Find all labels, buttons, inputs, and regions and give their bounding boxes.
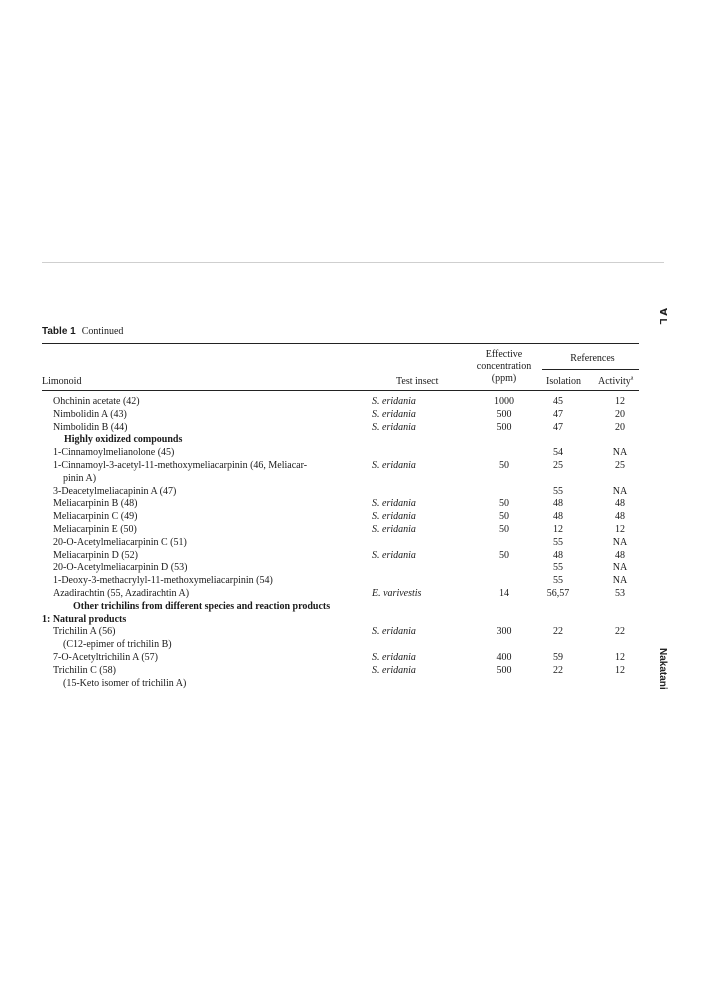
test-insect: S. eridania	[372, 421, 416, 433]
isolation-reference: 45	[553, 396, 563, 407]
table-row	[0, 511, 706, 524]
header-references: References	[570, 353, 615, 364]
limonoid-name-continuation: pinin A)	[63, 472, 97, 484]
isolation-reference: 22	[553, 626, 563, 638]
effective-concentration: 1000	[494, 396, 514, 407]
limonoid-name: Meliacarpinin C (49)	[53, 511, 138, 523]
header-conc-line1: Effective	[485, 349, 523, 360]
table-body	[0, 396, 706, 690]
limonoid-name: Ohchinin acetate (42)	[53, 396, 140, 407]
activity-reference: 12	[615, 664, 625, 676]
header-conc-line3: (ppm)	[491, 373, 517, 384]
table-row	[0, 562, 706, 575]
isolation-reference: 47	[553, 421, 563, 433]
isolation-reference: 55	[553, 536, 563, 548]
table-row	[0, 396, 706, 409]
effective-concentration: 400	[496, 651, 512, 663]
test-insect: E. varivestis	[372, 587, 422, 599]
table-row-continuation	[0, 473, 706, 486]
table-caption-text: Continued	[81, 326, 124, 337]
limonoid-name: 7-O-Acetyltrichilin A (57)	[53, 651, 158, 663]
effective-concentration: 14	[499, 587, 509, 599]
effective-concentration: 50	[499, 511, 509, 523]
table-caption	[42, 326, 123, 337]
limonoid-name: Trichilin C (58)	[53, 664, 116, 676]
activity-reference: 48	[615, 511, 625, 523]
test-insect: S. eridania	[372, 459, 416, 471]
header-conc-line2: concentration	[476, 361, 532, 372]
table-row	[0, 460, 706, 473]
activity-reference: NA	[612, 485, 628, 497]
activity-reference: 12	[615, 523, 625, 535]
effective-concentration: 500	[496, 421, 512, 433]
activity-reference: NA	[612, 447, 628, 459]
activity-reference: 22	[615, 626, 625, 638]
test-insect: S. eridania	[372, 651, 416, 663]
effective-concentration: 50	[499, 459, 509, 471]
table-row	[0, 575, 706, 588]
test-insect: S. eridania	[372, 626, 416, 638]
activity-reference: NA	[612, 562, 628, 574]
limonoid-name: Nimbolidin B (44)	[53, 421, 128, 433]
isolation-reference: 59	[553, 651, 563, 663]
isolation-reference: 48	[553, 498, 563, 510]
references-span-rule	[542, 369, 639, 370]
limonoid-name-continuation: (15-Keto isomer of trichilin A)	[63, 677, 187, 689]
test-insect: S. eridania	[372, 664, 416, 676]
activity-reference: 53	[615, 587, 625, 599]
header-test-insect: Test insect	[396, 376, 439, 387]
activity-reference: 20	[615, 408, 625, 420]
effective-concentration: 500	[496, 664, 512, 676]
limonoid-name: 1-Cinnamoyl-3-acetyl-11-methoxymeliacarpinin (46, Meliacar-	[53, 459, 308, 471]
table-row	[0, 588, 706, 601]
page-top-rule	[42, 262, 664, 263]
test-insect: S. eridania	[372, 396, 416, 407]
table-row	[0, 422, 706, 435]
isolation-reference: 48	[553, 511, 563, 523]
header-limonoid: Limonoid	[42, 376, 82, 387]
running-head-top: Ɐ L	[657, 308, 668, 325]
section-heading-row	[0, 434, 706, 447]
limonoid-name-continuation: (C12-epimer of trichilin B)	[63, 639, 172, 651]
limonoid-name: Nimbolidin A (43)	[53, 408, 127, 420]
limonoid-name: 3-Deacetylmeliacapinin A (47)	[53, 485, 177, 497]
limonoid-name: Meliacarpinin B (48)	[53, 498, 138, 510]
section-heading: Highly oxidized compounds	[64, 434, 183, 446]
limonoid-name: Trichilin A (56)	[53, 626, 116, 638]
table-top-rule	[42, 343, 639, 344]
table-row-continuation	[0, 678, 706, 691]
limonoid-name: 20-O-Acetylmeliacarpinin C (51)	[53, 536, 187, 548]
activity-reference: NA	[612, 536, 628, 548]
effective-concentration: 500	[496, 408, 512, 420]
limonoid-name: Azadirachtin (55, Azadirachtin A)	[53, 587, 190, 599]
activity-reference: 48	[615, 549, 625, 561]
limonoid-name: 1-Cinnamoylmelianolone (45)	[53, 447, 175, 459]
header-bottom-rule	[42, 390, 639, 391]
table-row	[0, 550, 706, 563]
isolation-reference: 56,57	[546, 587, 570, 599]
section-heading-row	[0, 614, 706, 627]
table-row	[0, 524, 706, 537]
activity-reference: 48	[615, 498, 625, 510]
limonoid-name: 1-Deoxy-3-methacrylyl-11-methoxymeliacarpinin (54)	[53, 575, 273, 587]
section-heading-row	[0, 601, 706, 614]
table-number: Table 1	[42, 326, 76, 337]
limonoid-name: Meliacarpinin D (52)	[53, 549, 138, 561]
activity-reference: 25	[615, 459, 625, 471]
activity-reference: 12	[615, 651, 625, 663]
table-row	[0, 537, 706, 550]
table-row	[0, 665, 706, 678]
table-row	[0, 626, 706, 639]
effective-concentration: 50	[499, 523, 509, 535]
table-row	[0, 409, 706, 422]
section-heading: 1: Natural products	[42, 613, 127, 625]
header-activity	[598, 376, 633, 388]
effective-concentration: 50	[499, 549, 509, 561]
isolation-reference: 55	[553, 485, 563, 497]
activity-reference: 20	[615, 421, 625, 433]
isolation-reference: 48	[553, 549, 563, 561]
table-row-continuation	[0, 639, 706, 652]
isolation-reference: 25	[553, 459, 563, 471]
limonoid-name: Meliacarpinin E (50)	[53, 523, 137, 535]
table-row	[0, 498, 706, 511]
running-head-author: Nakatani	[657, 648, 668, 690]
isolation-reference: 22	[553, 664, 563, 676]
isolation-reference: 55	[553, 562, 563, 574]
isolation-reference: 47	[553, 408, 563, 420]
header-effective-concentration	[466, 349, 542, 385]
test-insect: S. eridania	[372, 549, 416, 561]
table-row	[0, 652, 706, 665]
table-row	[0, 447, 706, 460]
test-insect: S. eridania	[372, 511, 416, 523]
table-row	[0, 486, 706, 499]
test-insect: S. eridania	[372, 408, 416, 420]
effective-concentration: 50	[499, 498, 509, 510]
activity-reference: NA	[612, 575, 628, 587]
limonoid-name: 20-O-Acetylmeliacarpinin D (53)	[53, 562, 188, 574]
activity-reference: 12	[615, 396, 625, 407]
test-insect: S. eridania	[372, 498, 416, 510]
header-isolation: Isolation	[546, 376, 581, 387]
isolation-reference: 55	[553, 575, 563, 587]
effective-concentration: 300	[496, 626, 512, 638]
test-insect: S. eridania	[372, 523, 416, 535]
section-heading: Other trichilins from different species and reaction products	[73, 600, 331, 612]
isolation-reference: 12	[553, 523, 563, 535]
header-activity-footnote-marker: a	[630, 375, 634, 382]
header-activity-label: Activity	[598, 376, 631, 387]
isolation-reference: 54	[553, 447, 563, 459]
